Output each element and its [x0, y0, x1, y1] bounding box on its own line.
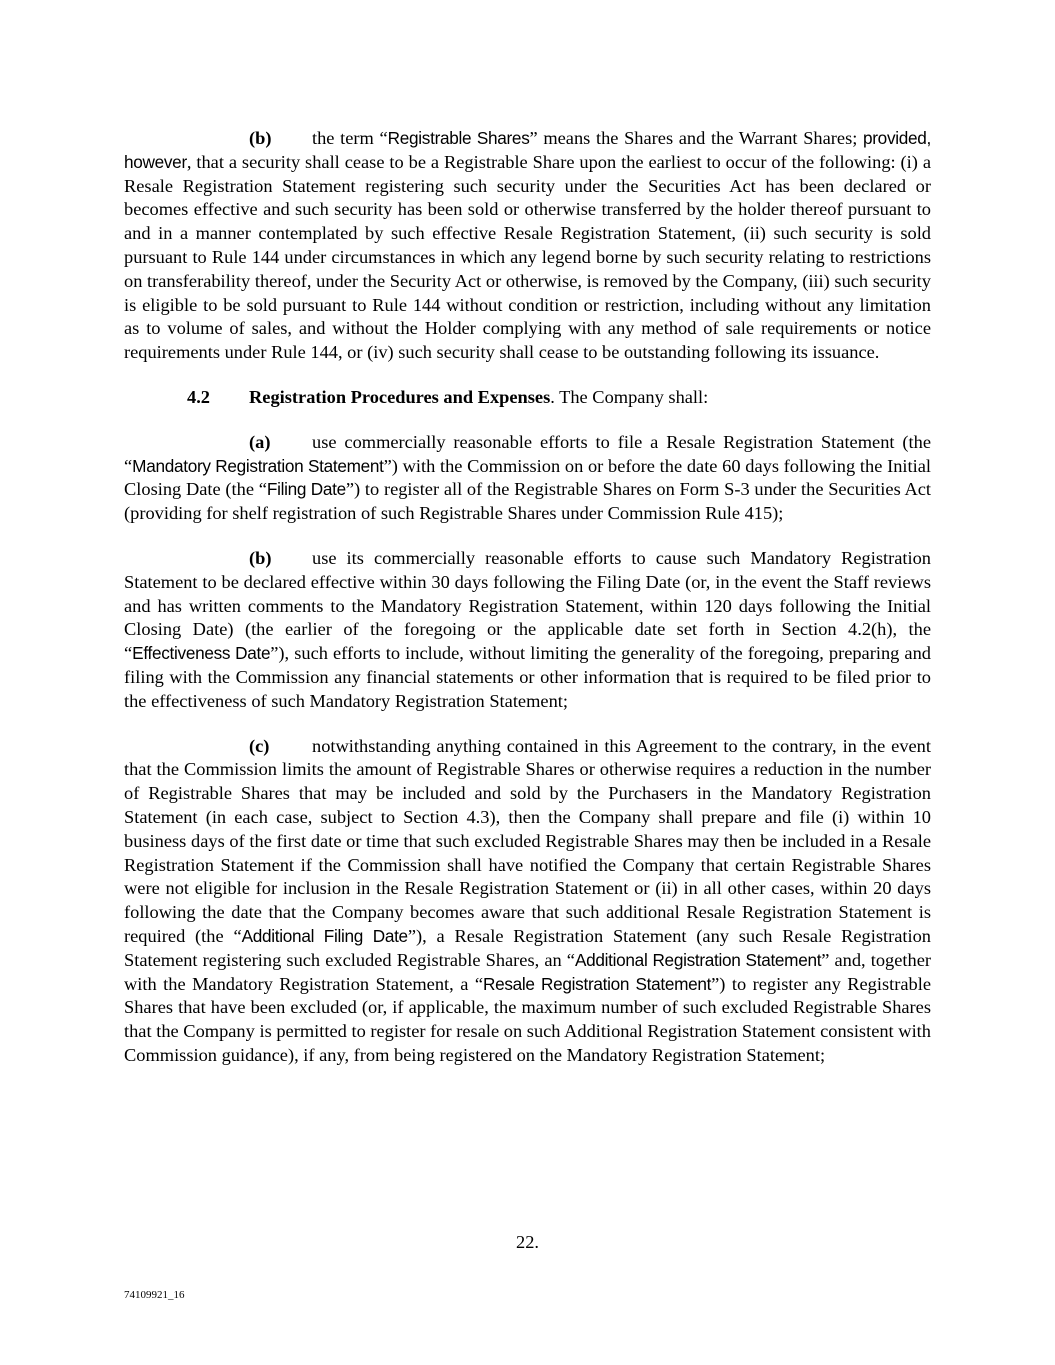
paragraph-b-registrable-shares: (b) the term “Registrable Shares” means the Shares and the Warrant Shares; provided, however, that a security shall cease to be a Registrable Share upon the earliest to occur of the following: (i) a Resale Registration Statement registering such security under the Securities Act has been declared or becomes effective and such security has been sold or otherwise transferred by the holder thereof pursuant to and in a manner contemplated by such effective Resale Registration Statement, (ii) such security is sold pursuant to Rule 144 under circumstances in which any legend borne by such security relating to restrictions on transferability thereof, under the Security Act or otherwise, is removed by the Company, (iii) such security is eligible to be sold pursuant to Rule 144 without condition or restriction, including without any limitation as to volume of sales, and without the Holder complying with any method of sale requirements or notice requirements under Rule 144, or (iv) such security shall cease to be outstanding following its issuance. — [124, 128, 932, 363]
paragraph-a: (a) use commercially reasonable efforts to file a Resale Registration Statement (the “Mandatory Registration Statement”) with the Commission on or before the date 60 days following the Initial Closing Date (the “Filing Date”) to register all of the Registrable Shares on Form S-3 under the Securities Act (providing for shelf registration of such Registrable Shares under Commission Rule 415); — [124, 431, 931, 524]
defined-term: Effectiveness Date — [132, 643, 271, 664]
section-number: 4.2 — [187, 386, 210, 407]
page-number: 22. — [516, 1232, 539, 1252]
defined-term: Additional Filing Date — [241, 925, 408, 946]
defined-term: Filing Date — [266, 479, 346, 500]
clause-label: (c) — [249, 735, 270, 756]
document-body — [124, 127, 931, 1068]
defined-term: Resale Registration Statement — [482, 973, 712, 994]
paragraph-b-effectiveness: (b) use its commercially reasonable efforts to cause such Mandatory Registration Statement to be declared effective within 30 days following the Filing Date (or, in the event the Staff reviews and has written comments to the Mandatory Registration Statement, within 120 days following the Initial Closing Date) (the earlier of the foregoing or the applicable date set forth in Section 4.2(h), the “Effectiveness Date”), such efforts to include, without limiting the generality of the foregoing, preparing and filing with the Commission any financial statements or other information that is required to be filed prior to the effectiveness of such Mandatory Registration Statement; — [124, 547, 931, 711]
clause-label: (b) — [249, 547, 272, 568]
paragraph-c: (c) notwithstanding anything contained in this Agreement to the contrary, in the event that the Commission limits the amount of Registrable Shares or otherwise requires a reduction in the number of Registrable Shares that may be included and sold by the Purchasers in the Mandatory Registration Statement (in each case, subject to Section 4.3), then the Company shall prepare and file (i) within 10 business days of the first date or time that such excluded Registrable Shares may then be included in a Resale Registration Statement if the Commission shall have notified the Company that certain Registrable Shares were not eligible for inclusion in the Resale Registration Statement or (ii) in all other cases, within 20 days following the date that the Company becomes aware that such additional Resale Registration Statement is required (the “Additional Filing Date”), a Resale Registration Statement (any such Resale Registration Statement registering such excluded Registrable Shares, an “Additional Registration Statement” and, together with the Mandatory Registration Statement, a “Resale Registration Statement”) to register any Registrable Shares that have been excluded (or, if applicable, the maximum number of such excluded Registrable Shares that the Company is permitted to register for resale on such Additional Registration Statement consistent with Commission guidance), if any, from being registered on the Mandatory Registration Statement; — [124, 735, 932, 1065]
defined-term: Mandatory Registration Statement — [132, 455, 384, 476]
defined-term: Registrable Shares — [387, 128, 530, 148]
document-id: 74109921_16 — [124, 1289, 185, 1301]
defined-term: Additional Registration Statement — [574, 949, 822, 970]
proviso: provided, however — [124, 128, 932, 172]
clause-label: (b) — [249, 128, 272, 148]
section-4-2-heading: 4.2 Registration Procedures and Expenses. The Company shall: — [124, 386, 931, 410]
clause-label: (a) — [249, 431, 271, 452]
section-title: Registration Procedures and Expenses — [249, 386, 551, 407]
